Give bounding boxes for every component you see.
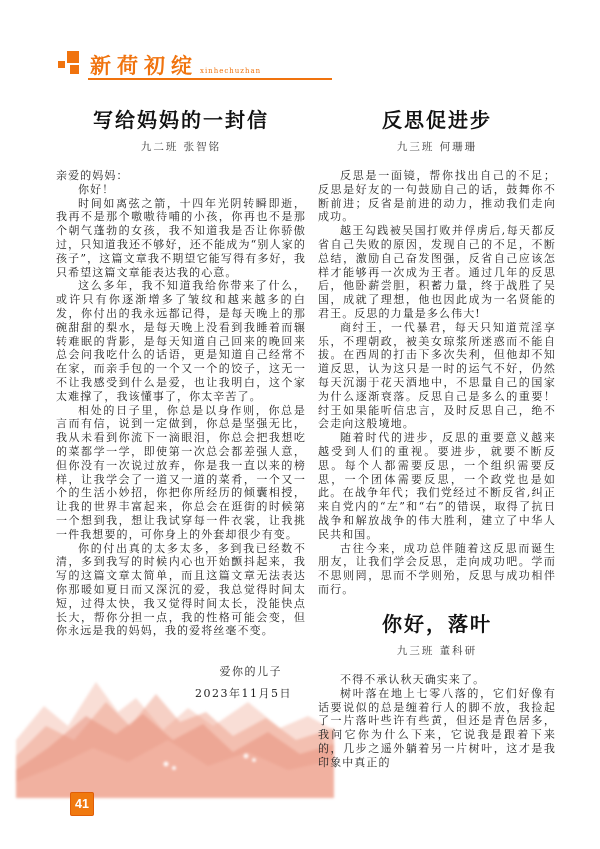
article-title: 你好，落叶 — [382, 612, 492, 636]
article-author: 九三班 何珊珊 — [396, 141, 478, 153]
paragraph: 时间如离弦之箭，十四年光阴转瞬即逝，我再不是那个嗷嗷待哺的小孩，你再也不是那个朝气蓬勃的女孩，我不知道我是否让你骄傲过，只知道我还不够好，还不能成为“别人家的孩子”，这篇文章我不期望它能写得有多好，我只希望这篇文章能表达我的心意。 — [56, 196, 306, 279]
paragraph: 随着时代的进步，反思的重要意义越来越受到人们的重视。要进步，就要不断反思。每个人都需要反思，一个组织需要反思，一个团体需要反思，一个政党也是如此。在战争年代；我们党经过不断反省,纠正来自党内的“左”和“右”的错误，取得了抗日战争和解放战争的伟大胜利，建立了中华人民共和国。 — [318, 431, 556, 541]
logo-square-small — [58, 61, 65, 68]
logo-square-medium — [70, 65, 79, 74]
paragraph: 这么多年，我不知道我给你带来了什么，或许只有你逐渐增多了皱纹和越来越多的白发，你付出的我永远都记得，是每天晚上的那碗甜甜的梨水，是每天晚上没看到我睡着而辗转难眠的背影，是每天知道自己回来的晚回来总会问我吃什么的话语，更是知道自己经常不在家，而亲手包的一个又一个的饺子，这无一不让我感受到什么是爱，也让我明白，这个家太难撑了，我该懂事了，你太辛苦了。 — [56, 279, 306, 403]
header-rule — [88, 78, 332, 80]
article-hello-fallen-leaves — [318, 612, 556, 770]
paragraph: 古往今来，成功总伴随着这反思而诞生朋友，让我们学会反思，走向成功吧。学而不思则罔，思而不学则殆，反思与成功相伴而行。 — [318, 541, 556, 596]
page-number-badge: 41 — [70, 792, 94, 816]
letter-signature-block — [56, 664, 306, 701]
paragraph: 反思是一面镜，帮你找出自己的不足；反思是好友的一句鼓励自己的话，鼓舞你不断前进；反省是前进的动力，推动我们走向成功。 — [318, 169, 556, 224]
paragraph: 树叶落在地上七零八落的，它们好像有话要说似的总是缠着行人的脚不放，我捡起了一片落叶些许有些黄，但还是青色居多，我问它你为什么下来，它说我是跟着下来的，几步之遥外躺着另一片树叶，这才是我印象中真正的 — [318, 686, 556, 769]
article-body — [56, 169, 306, 638]
article-body — [318, 169, 556, 597]
article-reflection — [318, 108, 556, 597]
article-body — [318, 673, 556, 770]
paragraph: 越王勾践被吴国打败并俘虏后,每天都反省自己失败的原因，发现自己的不足，不断总结，激励自己奋发图强，反省自己应该怎样才能够再一次成为王者。通过几年的反思后，他卧薪尝胆，积蓄力量，终于战胜了吴国，成就了理想，他也因此成为一名贤能的君王。反思的力量是多么伟大! — [318, 224, 556, 320]
paragraph: 相处的日子里，你总是以身作则，你总是言而有信，说到一定做到，你总是坚强无比，我从未看到你流下一滴眼泪，你总会把我想吃的菜都学一学，即使第一次总会都差强人意，但你没有一次说过放弃，你是我一直以来的榜样，让我学会了一道又一道的菜肴，一个又一个的生活小妙招，你把你所经历的倾囊相授，让我的世界丰富起来，你总会在逛街的时候第一个想到我，想让我试穿每一件衣裳，让我挑一件我想要的，可你身上的外套却很少有变。 — [56, 403, 306, 541]
paragraph: 商纣王，一代暴君，每天只知道荒淫享乐，不理朝政，被美女琼浆所迷惑而不能自拔。在西周的打击下多次失利，但他却不知道反思，认为这只是一时的运气不好，仍然每天沉溺于花天酒地中，不思量自己的国家为什么逐渐衰落。反思自己是多么的重要！纣王如果能听信忠言，及时反思自己，绝不会走向这般境地。 — [318, 320, 556, 431]
letter-date: 2023年11月5日 — [195, 687, 292, 700]
paragraph: 不得不承认秋天确实来了。 — [340, 673, 486, 686]
magazine-title: 新荷初绽 — [90, 53, 198, 78]
letter-signature: 爱你的儿子 — [219, 665, 282, 678]
article-title: 反思促进步 — [382, 108, 492, 132]
article-author: 九二班 张智铭 — [140, 141, 222, 153]
letter-salutation: 亲爱的妈妈： — [56, 169, 129, 182]
brand-logo-icon — [58, 49, 84, 77]
masthead — [90, 50, 261, 80]
logo-square-large — [67, 51, 79, 63]
magazine-title-pinyin: xinhechuzhan — [200, 67, 262, 75]
letter-greeting: 你好！ — [78, 182, 115, 196]
article-letter-to-mom — [56, 108, 306, 638]
article-title: 写给妈妈的一封信 — [93, 108, 269, 132]
paragraph: 你的付出真的太多太多，多到我已经数不清，多到我写的时候内心也开始颤抖起来，我写的这篇文章太简单，而且这篇文章无法表达你那暖如夏日而又深沉的爱，我总觉得时间太短，过得太快，我又觉得时间太长，没能快点长大，帮你分担一点，我的性格可能会变，但你永远是我的妈妈，我的爱将丝毫不变。 — [56, 541, 306, 638]
article-author: 九三班 董科研 — [396, 645, 478, 657]
